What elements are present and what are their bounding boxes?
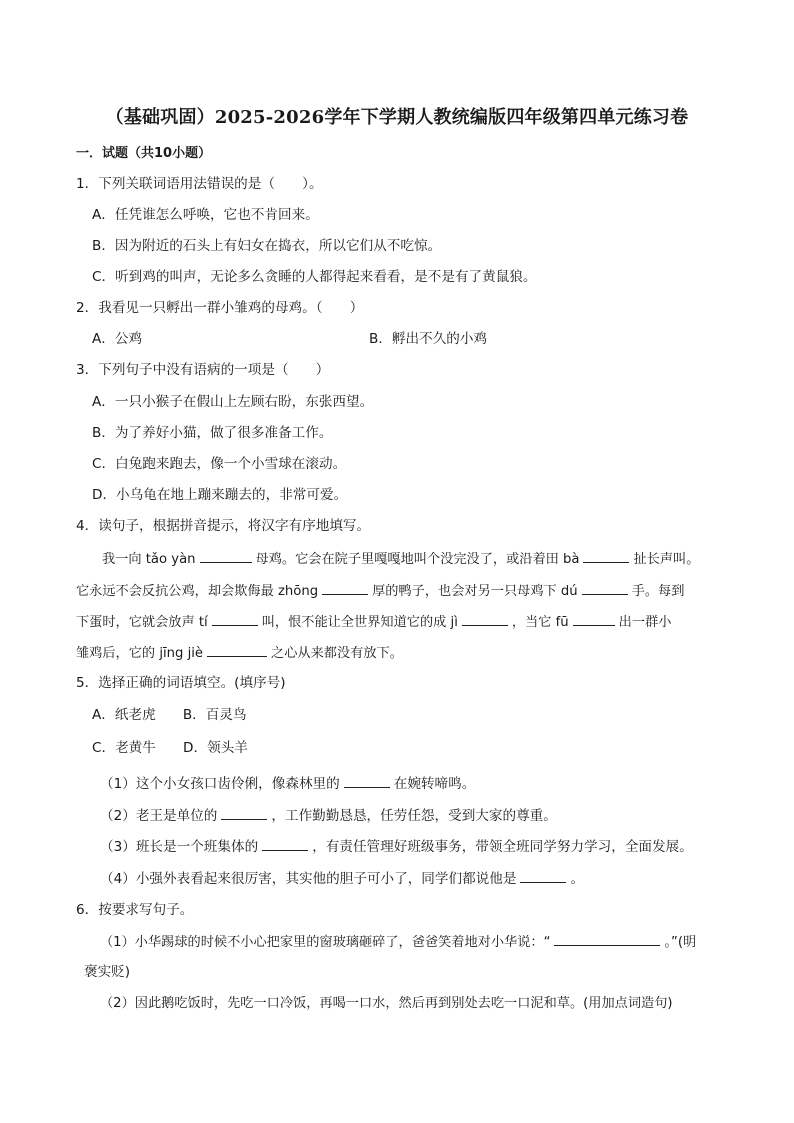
question-6-sub-1 <box>100 931 696 953</box>
question-4-line-4 <box>76 642 403 664</box>
q5-text: （1）这个小女孩口齿伶俐，像森林里的 <box>100 776 340 792</box>
question-5-options-cd: C．老黄牛 D．领头羊 <box>92 740 248 756</box>
fill-blank[interactable] <box>583 548 629 563</box>
question-1-option-a: A．任凭谁怎么呼唤，它也不肯回来。 <box>92 207 319 223</box>
section-heading: 一．试题（共10小题） <box>76 146 212 161</box>
question-6-stem: 6．按要求写句子。 <box>76 902 194 918</box>
q4-text: 出一群小 <box>618 615 672 630</box>
question-4-line-3 <box>76 611 671 633</box>
fill-blank[interactable] <box>554 931 660 946</box>
fill-blank[interactable] <box>262 836 308 851</box>
fill-blank[interactable] <box>344 773 390 788</box>
q4-text: 之心从来都没有放下。 <box>271 646 403 661</box>
question-3-option-d: D．小乌龟在地上蹦来蹦去的，非常可爱。 <box>92 487 348 503</box>
question-1-stem: 1．下列关联词语用法错误的是（ ）。 <box>76 176 323 192</box>
question-1-option-c: C．听到鸡的叫声，无论多么贪睡的人都得起来看看，是不是有了黄鼠狼。 <box>92 269 537 285</box>
q6-text: （1）小华踢球的时候不小心把家里的窗玻璃砸碎了，爸爸笑着地对小华说：“ <box>100 935 551 950</box>
fill-blank[interactable] <box>322 580 368 595</box>
q5-text: 。 <box>570 871 585 887</box>
q5-text: （3）班长是一个班集体的 <box>100 839 259 855</box>
question-1-option-b: B．因为附近的石头上有妇女在捣衣，所以它们从不吃惊。 <box>92 238 442 254</box>
q5-text: 在婉转啼鸣。 <box>393 776 476 792</box>
question-5-sub-1 <box>100 773 475 794</box>
question-3-stem: 3．下列句子中没有语病的一项是（ ） <box>76 362 330 378</box>
question-5-sub-3 <box>100 836 693 857</box>
q4-text: 厚的鸭子，也会对另一只母鸡下 dú <box>372 584 578 599</box>
q4-text: 母鸡。它会在院子里嘎嘎地叫个没完没了，或沿着田 bà <box>255 552 580 567</box>
fill-blank[interactable] <box>520 868 566 883</box>
fill-blank[interactable] <box>462 611 508 626</box>
question-3-option-c: C．白兔跑来跑去，像一个小雪球在滚动。 <box>92 456 347 472</box>
question-6-sub-1-cont: 褒实贬) <box>84 964 131 980</box>
q4-text: 下蛋时，它就会放声 tí <box>76 615 208 630</box>
fill-blank[interactable] <box>207 642 267 657</box>
question-4-line-2 <box>76 580 684 602</box>
fill-blank[interactable] <box>582 580 628 595</box>
question-3-option-a: A．一只小猴子在假山上左顾右盼，东张西望。 <box>92 394 374 410</box>
question-5-sub-4 <box>100 868 584 889</box>
question-5-sub-2 <box>100 805 557 826</box>
question-5-stem: 5．选择正确的词语填空。(填序号) <box>76 675 286 691</box>
fill-blank[interactable] <box>221 805 267 820</box>
q5-text: （2）老王是单位的 <box>100 808 218 824</box>
q5-text: （4）小强外表看起来很厉害，其实他的胆子可小了，同学们都说他是 <box>100 871 517 887</box>
q4-text: 扯长声叫。 <box>633 552 700 567</box>
q6-text: 。”(明 <box>664 935 697 950</box>
q4-text: 雏鸡后，它的 jīng jiè <box>76 646 204 661</box>
question-2-option-a: A．公鸡 <box>92 331 143 347</box>
q5-text: ，有责任管理好班级事务，带领全班同学努力学习，全面发展。 <box>312 839 693 855</box>
q4-text: 手。每到 <box>631 584 685 599</box>
question-3-option-b: B．为了养好小猫，做了很多准备工作。 <box>92 425 333 441</box>
question-5-options-ab: A．纸老虎 B．百灵鸟 <box>92 707 247 723</box>
q4-text: 它永远不会反抗公鸡，却会欺侮最 zhōng <box>76 584 319 599</box>
fill-blank[interactable] <box>573 611 615 626</box>
question-2-option-b: B．孵出不久的小鸡 <box>369 331 488 347</box>
question-6-sub-2: （2）因此鹅吃饭时，先吃一口冷饭，再喝一口水，然后再到别处去吃一口泥和草。(用加点词造句) <box>100 996 673 1011</box>
fill-blank[interactable] <box>212 611 258 626</box>
q4-text: 叫，恨不能让全世界知道它的成 jì <box>261 615 458 630</box>
question-2-stem: 2．我看见一只孵出一群小雏鸡的母鸡。（ ） <box>76 300 364 316</box>
q4-text: 我一向 tǎo yàn <box>102 552 196 567</box>
fill-blank[interactable] <box>200 548 252 563</box>
question-4-line-1 <box>102 548 699 570</box>
q4-text: ，当它 fū <box>511 615 569 630</box>
q5-text: ，工作勤勤恳恳，任劳任怨，受到大家的尊重。 <box>271 808 557 824</box>
question-4-stem: 4．读句子，根据拼音提示，将汉字有序地填写。 <box>76 518 371 534</box>
page-title: （基础巩固）2025-2026学年下学期人教统编版四年级第四单元练习卷 <box>105 107 689 128</box>
